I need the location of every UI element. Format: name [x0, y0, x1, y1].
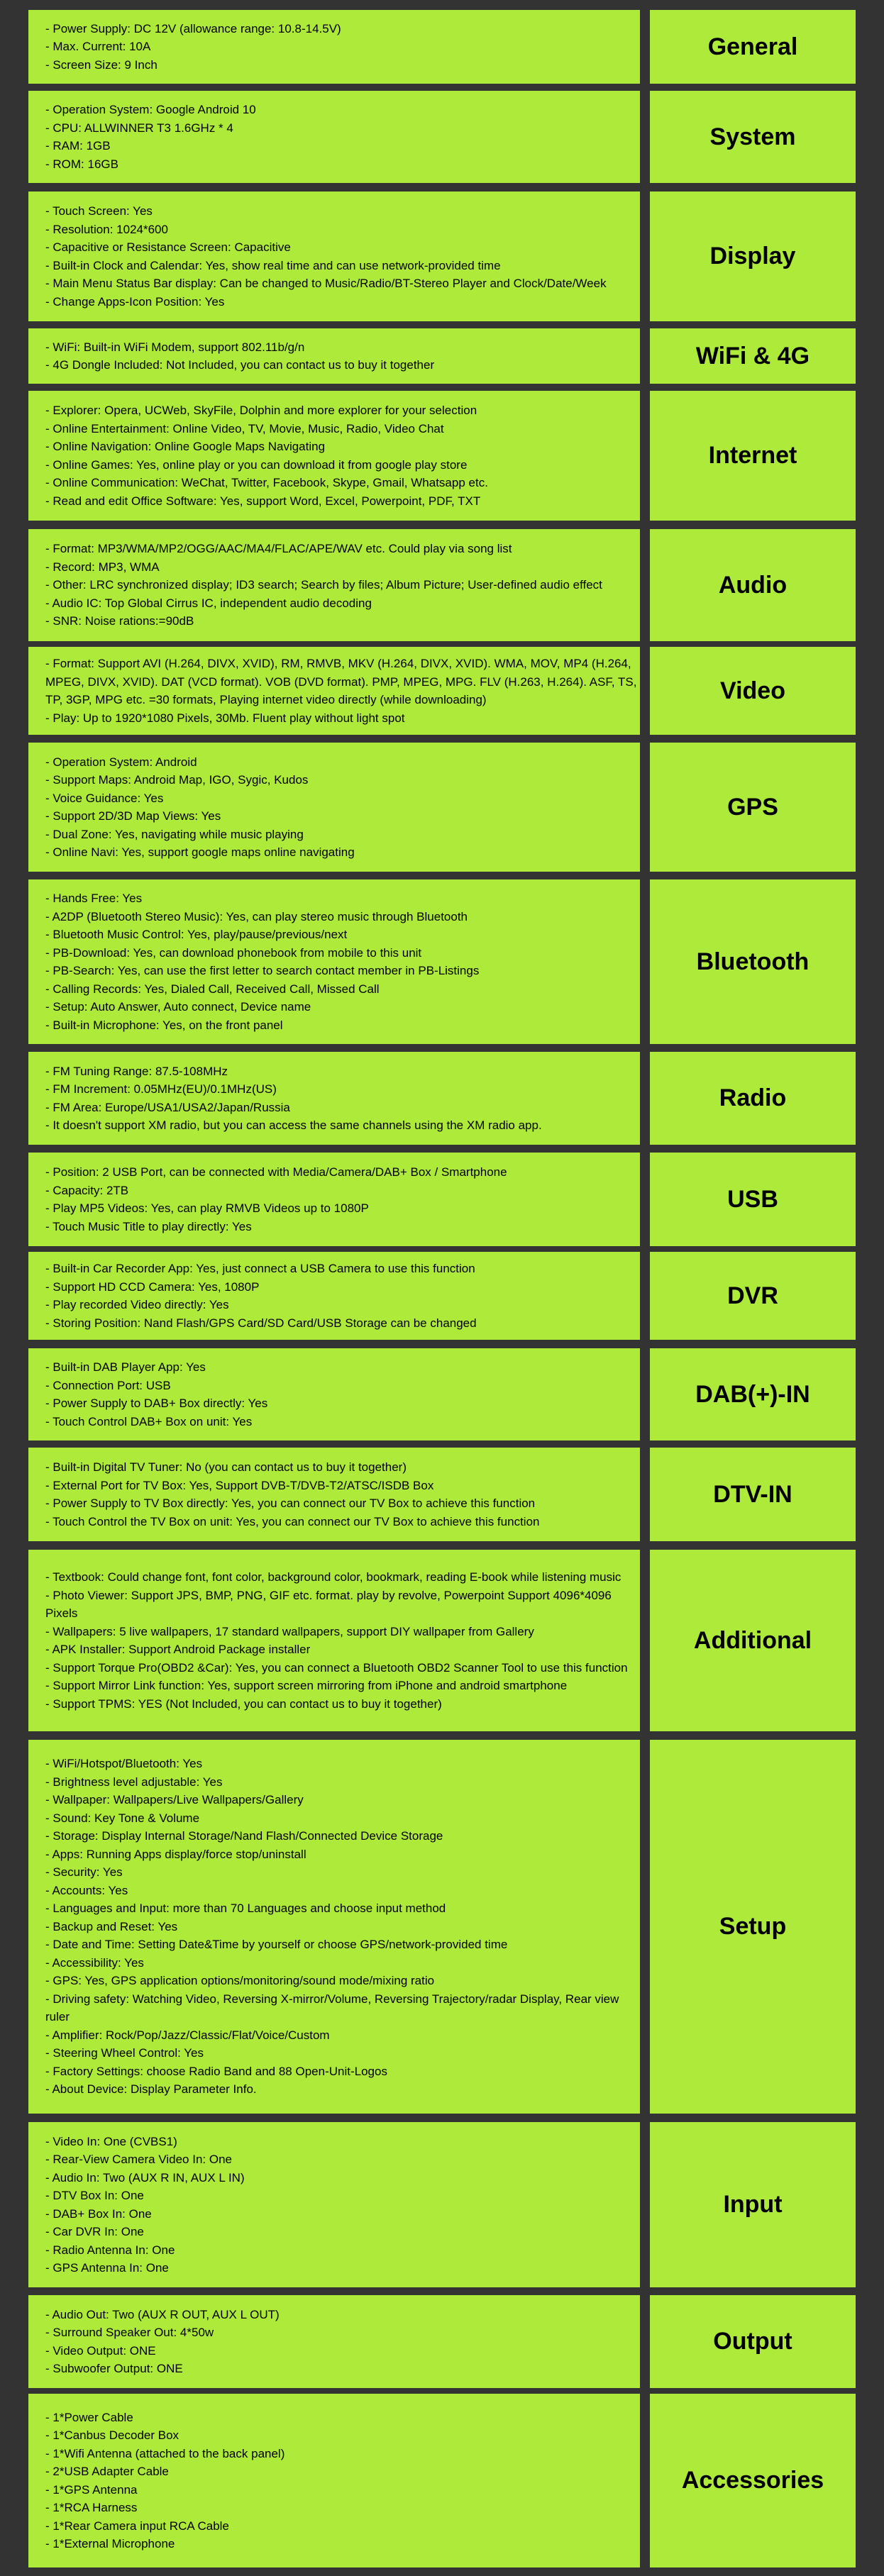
category-title: DAB(+)-IN: [695, 1380, 810, 1408]
spec-list-output: [28, 2295, 640, 2388]
category-panel-bluetooth: [650, 879, 856, 1044]
spec-item: - Audio Out: Two (AUX R OUT, AUX L OUT): [45, 2307, 280, 2321]
category-title: Radio: [719, 1084, 787, 1111]
spec-row-setup: [28, 1740, 856, 2114]
spec-row-video: [28, 647, 856, 735]
spec-item: - Built-in Clock and Calendar: Yes, show real time and can use network-provided time: [45, 258, 501, 272]
spec-item: - Capacitive or Resistance Screen: Capacitive: [45, 240, 291, 254]
spec-list-wifi-4g: [28, 328, 640, 384]
category-title: GPS: [727, 793, 778, 821]
spec-item: - 1*RCA Harness: [45, 2501, 138, 2514]
spec-item: - Online Navigation: Online Google Maps Navigating: [45, 440, 326, 453]
category-panel-additional: [650, 1550, 856, 1731]
spec-list-display: [28, 191, 640, 321]
spec-item: - Amplifier: Rock/Pop/Jazz/Classic/Flat/Voice/Custom: [45, 2028, 330, 2042]
spec-item: - Video In: One (CVBS1): [45, 2134, 177, 2148]
spec-item: - Factory Settings: choose Radio Band and 88 Open-Unit-Logos: [45, 2064, 387, 2078]
spec-list-video: [28, 647, 640, 735]
spec-item: - Wallpaper: Wallpapers/Live Wallpapers/Gallery: [45, 1793, 304, 1807]
spec-item: - Car DVR In: One: [45, 2225, 144, 2238]
spec-item: - Steering Wheel Control: Yes: [45, 2046, 204, 2060]
spec-item: - Surround Speaker Out: 4*50w: [45, 2326, 214, 2339]
spec-item: - Touch Control the TV Box on unit: Yes, you can connect our TV Box to achieve this function: [45, 1514, 540, 1528]
category-panel-setup: [650, 1740, 856, 2114]
category-title: Additional: [693, 1626, 812, 1654]
category-panel-accessories: [650, 2394, 856, 2567]
spec-item: - 1*External Microphone: [45, 2537, 175, 2550]
spec-list-dvr: [28, 1252, 640, 1340]
spec-item: - Hands Free: Yes: [45, 892, 143, 905]
spec-item: - Rear-View Camera Video In: One: [45, 2153, 232, 2166]
spec-row-accessories: [28, 2394, 856, 2567]
spec-item: - Operation System: Android: [45, 755, 197, 769]
category-panel-internet: [650, 391, 856, 521]
category-panel-general: [650, 10, 856, 84]
spec-item: - Touch Music Title to play directly: Yes: [45, 1219, 252, 1233]
spec-list-accessories: [28, 2394, 640, 2567]
spec-item: - Storage: Display Internal Storage/Nand Flash/Connected Device Storage: [45, 1829, 443, 1843]
spec-row-input: [28, 2122, 856, 2287]
spec-item: - GPS Antenna In: One: [45, 2261, 169, 2275]
spec-list-input: [28, 2122, 640, 2287]
spec-item: - Online Entertainment: Online Video, TV, Movie, Music, Radio, Video Chat: [45, 421, 444, 435]
spec-item: - Online Communication: WeChat, Twitter, Facebook, Skype, Gmail, Whatsapp etc.: [45, 476, 488, 489]
spec-list-additional: [28, 1550, 640, 1731]
spec-item: - Other: LRC synchronized display; ID3 search; Search by files; Album Picture; User-defined audio effect: [45, 578, 602, 592]
spec-item: - Built-in DAB Player App: Yes: [45, 1360, 206, 1374]
spec-item: - Security: Yes: [45, 1865, 123, 1880]
spec-item: - Storing Position: Nand Flash/GPS Card/SD Card/USB Storage can be changed: [45, 1316, 477, 1330]
spec-item: - FM Tuning Range: 87.5-108MHz: [45, 1064, 228, 1078]
category-panel-dab-in: [650, 1348, 856, 1440]
spec-item: - 1*Canbus Decoder Box: [45, 2428, 179, 2442]
spec-item: - Audio IC: Top Global Cirrus IC, independent audio decoding: [45, 596, 372, 610]
category-panel-video: [650, 647, 856, 735]
spec-row-radio: [28, 1052, 856, 1145]
category-panel-usb: [650, 1153, 856, 1246]
spec-list-bluetooth: [28, 879, 640, 1044]
spec-row-gps: [28, 743, 856, 872]
category-title: DTV-IN: [713, 1480, 792, 1508]
spec-item: - Online Games: Yes, online play or you can download it from google play store: [45, 457, 468, 472]
spec-item: - Power Supply: DC 12V (allowance range: 10.8-14.5V): [45, 21, 341, 35]
category-title: Setup: [719, 1913, 787, 1940]
spec-item: - A2DP (Bluetooth Stereo Music): Yes, can play stereo music through Bluetooth: [45, 909, 468, 923]
spec-list-dtv-in: [28, 1448, 640, 1541]
spec-row-dvr: [28, 1252, 856, 1340]
spec-item: - Video Output: ONE: [45, 2343, 156, 2358]
category-title: DVR: [727, 1282, 778, 1309]
category-title: Bluetooth: [696, 948, 810, 975]
spec-list-internet: [28, 391, 640, 521]
spec-list-general: [28, 10, 640, 84]
spec-item: - Photo Viewer: Support JPS, BMP, PNG, GIF etc. format. play by revolve, Powerpoint Support 4096*4096 Pixels: [45, 1588, 612, 1620]
spec-item: - FM Increment: 0.05MHz(EU)/0.1MHz(US): [45, 1082, 277, 1096]
spec-item: - Power Supply to DAB+ Box directly: Yes: [45, 1397, 268, 1410]
spec-item: - It doesn't support XM radio, but you can access the same channels using the XM radio app.: [45, 1118, 542, 1132]
spec-row-dtv-in: [28, 1448, 856, 1541]
spec-item: - Max. Current: 10A: [45, 40, 151, 54]
spec-item: - Read and edit Office Software: Yes, support Word, Excel, Powerpoint, PDF, TXT: [45, 494, 481, 508]
spec-item: - Play MP5 Videos: Yes, can play RMVB Videos up to 1080P: [45, 1201, 369, 1215]
spec-item: - 4G Dongle Included: Not Included, you can contact us to buy it together: [45, 358, 435, 372]
spec-item: - GPS: Yes, GPS application options/monitoring/sound mode/mixing ratio: [45, 1974, 435, 1988]
spec-item: - Support Maps: Android Map, IGO, Sygic, Kudos: [45, 773, 309, 787]
category-panel-gps: [650, 743, 856, 872]
spec-item: - Radio Antenna In: One: [45, 2243, 175, 2257]
spec-row-bluetooth: [28, 879, 856, 1044]
spec-item: - Play: Up to 1920*1080 Pixels, 30Mb. Fluent play without light spot: [45, 711, 405, 725]
spec-item: - Textbook: Could change font, font color, background color, bookmark, reading E-book while listening music: [45, 1570, 621, 1584]
spec-row-general: [28, 10, 856, 84]
spec-item: - Support Torque Pro(OBD2 &Car): Yes, you can connect a Bluetooth OBD2 Scanner Tool to use this function: [45, 1660, 628, 1675]
spec-row-audio: [28, 529, 856, 641]
spec-item: - Driving safety: Watching Video, Reversing X-mirror/Volume, Reversing Trajectory/radar Display, Rear view ruler: [45, 1992, 619, 2024]
spec-item: - About Device: Display Parameter Info.: [45, 2082, 257, 2097]
spec-item: - Accounts: Yes: [45, 1883, 128, 1897]
spec-item: - 1*Wifi Antenna (attached to the back panel): [45, 2446, 285, 2460]
category-panel-wifi-4g: [650, 328, 856, 384]
spec-item: - Online Navi: Yes, support google maps online navigating: [45, 845, 355, 859]
category-panel-input: [650, 2122, 856, 2287]
category-panel-system: [650, 91, 856, 183]
category-title: System: [709, 123, 796, 150]
spec-item: - Position: 2 USB Port, can be connected with Media/Camera/DAB+ Box / Smartphone: [45, 1165, 507, 1179]
spec-item: - Support TPMS: YES (Not Included, you can contact us to buy it together): [45, 1697, 442, 1711]
spec-item: - Touch Screen: Yes: [45, 204, 153, 218]
spec-item: - Calling Records: Yes, Dialed Call, Received Call, Missed Call: [45, 982, 380, 996]
spec-list-dab-in: [28, 1348, 640, 1440]
category-title: Output: [713, 2328, 792, 2355]
spec-item: - 1*GPS Antenna: [45, 2482, 138, 2497]
spec-item: - 1*Power Cable: [45, 2410, 133, 2424]
spec-row-output: [28, 2295, 856, 2388]
spec-item: - Support Mirror Link function: Yes, support screen mirroring from iPhone and android smartphone: [45, 1679, 568, 1692]
category-panel-output: [650, 2295, 856, 2388]
spec-list-radio: [28, 1052, 640, 1145]
spec-item: - Connection Port: USB: [45, 1378, 171, 1392]
spec-item: - 2*USB Adapter Cable: [45, 2465, 169, 2478]
category-title: Audio: [718, 571, 788, 599]
spec-item: - Languages and Input: more than 70 Languages and choose input method: [45, 1902, 446, 1916]
spec-item: - DAB+ Box In: One: [45, 2206, 152, 2221]
category-title: WiFi & 4G: [695, 342, 810, 370]
category-panel-dtv-in: [650, 1448, 856, 1541]
spec-item: - Accessibility: Yes: [45, 1955, 144, 1970]
spec-item: - Touch Control DAB+ Box on unit: Yes: [45, 1414, 253, 1428]
category-panel-radio: [650, 1052, 856, 1145]
spec-row-additional: [28, 1550, 856, 1731]
category-title: Display: [709, 243, 796, 270]
spec-item: - RAM: 1GB: [45, 139, 111, 152]
spec-row-usb: [28, 1153, 856, 1246]
spec-item: - PB-Search: Yes, can use the first letter to search contact member in PB-Listings: [45, 964, 480, 977]
spec-item: - Power Supply to TV Box directly: Yes, you can connect our TV Box to achieve this function: [45, 1497, 536, 1510]
spec-item: - Built-in Microphone: Yes, on the front panel: [45, 1018, 283, 1032]
spec-item: - Bluetooth Music Control: Yes, play/pause/previous/next: [45, 928, 348, 941]
spec-item: - Format: MP3/WMA/MP2/OGG/AAC/MA4/FLAC/APE/WAV etc. Could play via song list: [45, 542, 512, 556]
category-panel-audio: [650, 529, 856, 641]
spec-item: - Voice Guidance: Yes: [45, 791, 164, 805]
spec-item: - Setup: Auto Answer, Auto connect, Device name: [45, 1000, 311, 1014]
spec-list-system: [28, 91, 640, 183]
spec-item: - WiFi: Built-in WiFi Modem, support 802.11b/g/n: [45, 340, 305, 354]
category-panel-dvr: [650, 1252, 856, 1340]
spec-item: - Resolution: 1024*600: [45, 222, 168, 236]
spec-item: - Format: Support AVI (H.264, DIVX, XVID), RM, RMVB, MKV (H.264, DIVX, XVID). WMA, MOV, MP4 (H.264, MPEG, DIVX, XVID). DAT (VCD format). VOB (DVD format). PMP, MPEG, MPG. FLV (H.263, H.264). ASF, TS, TP, 3GP, MPG etc. =30 formats, Playing internet video directly (while downloading): [45, 657, 637, 706]
spec-item: - Wallpapers: 5 live wallpapers, 17 standard wallpapers, support DIY wallpaper from Gallery: [45, 1624, 534, 1638]
spec-item: - PB-Download: Yes, can download phonebook from mobile to this unit: [45, 945, 422, 960]
spec-item: - Explorer: Opera, UCWeb, SkyFile, Dolphin and more explorer for your selection: [45, 404, 477, 417]
spec-item: - WiFi/Hotspot/Bluetooth: Yes: [45, 1757, 203, 1771]
spec-item: - Brightness level adjustable: Yes: [45, 1775, 223, 1789]
spec-row-display: [28, 191, 856, 321]
spec-item: - ROM: 16GB: [45, 157, 118, 171]
spec-row-internet: [28, 391, 856, 521]
spec-item: - Built-in Car Recorder App: Yes, just connect a USB Camera to use this function: [45, 1262, 475, 1275]
spec-item: - Backup and Reset: Yes: [45, 1919, 178, 1933]
spec-item: - Play recorded Video directly: Yes: [45, 1298, 229, 1311]
spec-item: - Audio In: Two (AUX R IN, AUX L IN): [45, 2170, 245, 2184]
category-title: Input: [723, 2191, 783, 2218]
spec-item: - External Port for TV Box: Yes, Support DVB-T/DVB-T2/ATSC/ISDB Box: [45, 1478, 434, 1492]
spec-item: - Subwoofer Output: ONE: [45, 2362, 183, 2375]
spec-item: - Operation System: Google Android 10: [45, 103, 256, 116]
spec-item: - Support 2D/3D Map Views: Yes: [45, 809, 221, 823]
spec-item: - SNR: Noise rations:=90dB: [45, 614, 194, 628]
spec-item: - Record: MP3, WMA: [45, 560, 160, 574]
spec-list-setup: [28, 1740, 640, 2114]
category-title: Accessories: [681, 2467, 824, 2494]
spec-item: - 1*Rear Camera input RCA Cable: [45, 2519, 229, 2533]
spec-item: - Screen Size: 9 Inch: [45, 57, 158, 72]
spec-item: - DTV Box In: One: [45, 2189, 144, 2202]
spec-item: - Capacity: 2TB: [45, 1183, 129, 1197]
spec-item: - Support HD CCD Camera: Yes, 1080P: [45, 1279, 260, 1294]
spec-row-system: [28, 91, 856, 183]
spec-item: - Sound: Key Tone & Volume: [45, 1811, 200, 1825]
spec-item: - Main Menu Status Bar display: Can be changed to Music/Radio/BT-Stereo Player and Clock/Date/Week: [45, 277, 607, 290]
spec-item: - Change Apps-Icon Position: Yes: [45, 294, 225, 309]
category-title: Internet: [708, 442, 797, 469]
category-panel-display: [650, 191, 856, 321]
category-title: Video: [720, 677, 785, 704]
spec-item: - Built-in Digital TV Tuner: No (you can contact us to buy it together): [45, 1460, 407, 1474]
category-title: General: [707, 33, 798, 60]
category-title: USB: [727, 1185, 778, 1213]
spec-list-usb: [28, 1153, 640, 1246]
spec-list-gps: [28, 743, 640, 872]
spec-row-wifi-4g: [28, 328, 856, 384]
spec-item: - APK Installer: Support Android Package installer: [45, 1643, 311, 1656]
spec-item: - CPU: ALLWINNER T3 1.6GHz * 4: [45, 121, 233, 135]
spec-row-dab-in: [28, 1348, 856, 1440]
spec-item: - Date and Time: Setting Date&Time by yourself or choose GPS/network-provided time: [45, 1938, 508, 1952]
spec-item: - Dual Zone: Yes, navigating while music playing: [45, 827, 304, 841]
spec-list-audio: [28, 529, 640, 641]
spec-item: - Apps: Running Apps display/force stop/uninstall: [45, 1847, 306, 1861]
spec-item: - FM Area: Europe/USA1/USA2/Japan/Russia: [45, 1100, 290, 1114]
